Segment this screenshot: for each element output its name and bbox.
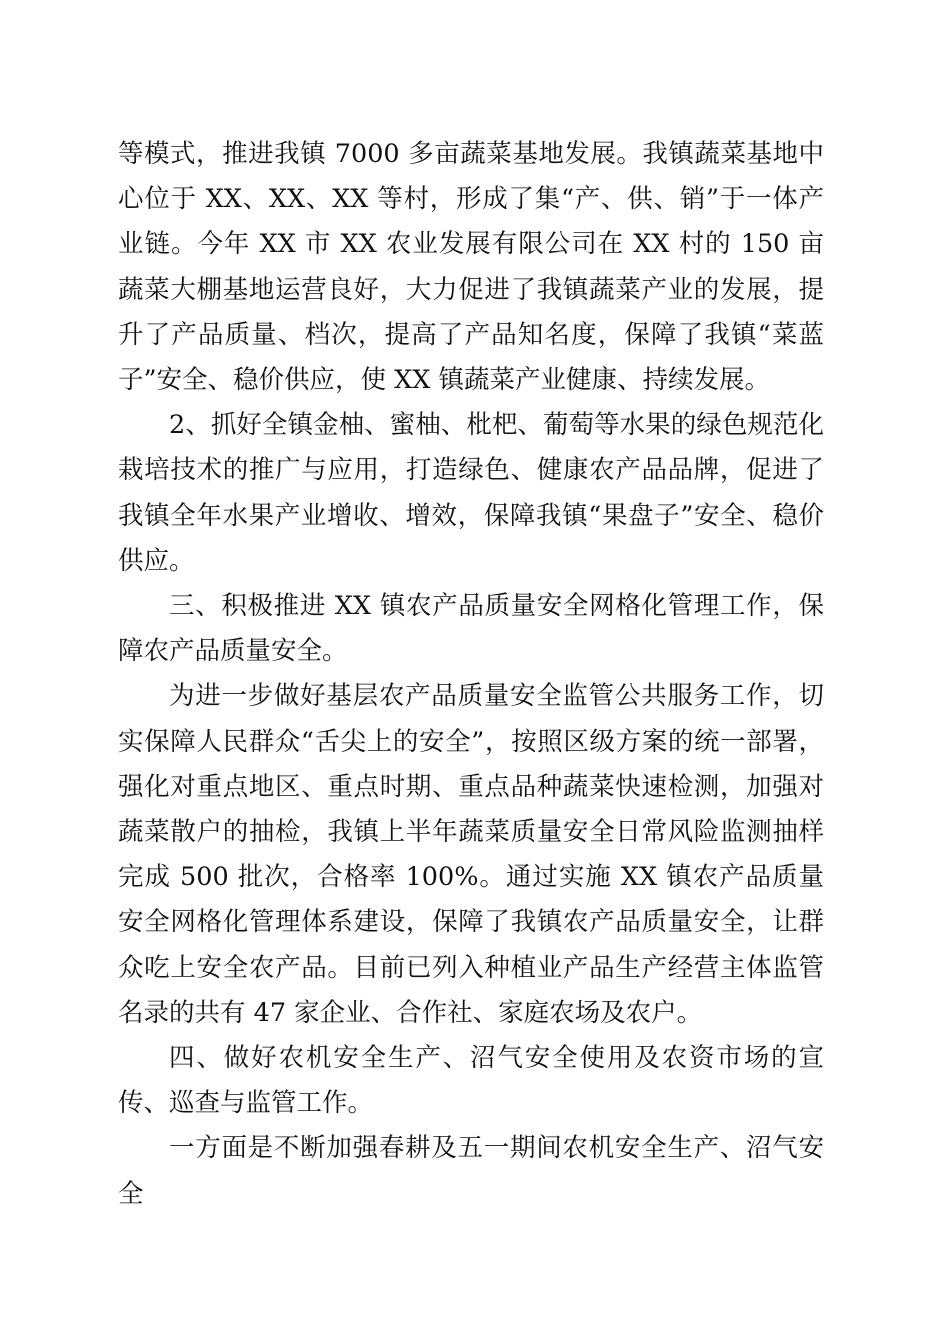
paragraph-vegetable-base: 等模式，推进我镇 7000 多亩蔬菜基地发展。我镇蔬菜基地中心位于 XX、XX、XX 等村，形成了集“产、供、销”于一体产业链。今年 XX 市 XX 农业发展有限公司在 XX 村的 150 亩蔬菜大棚基地运营良好，大力促进了我镇蔬菜产业的发展，提升了产品质量、档次，提高了产品知名度，保障了我镇“菜蓝子”安全、稳价供应，使 XX 镇蔬菜产业健康、持续发展。 — [118, 139, 824, 396]
paragraph-machinery-safety: 一方面是不断加强春耕及五一期间农机安全生产、沼气安全 — [118, 1133, 824, 1209]
paragraph-fruit-cultivation: 2、抓好全镇金柚、蜜柚、枇杷、葡萄等水果的绿色规范化栽培技术的推广与应用，打造绿色、健康农产品品牌，促进了我镇全年水果产业增收、增效，保障我镇“果盘子”安全、稳价供应。 — [118, 410, 824, 576]
section-heading-machinery-safety: 四、做好农机安全生产、沼气安全使用及农资市场的宣传、巡查与监管工作。 — [118, 1043, 824, 1119]
document-page — [118, 132, 824, 1217]
section-heading-quality-safety: 三、积极推进 XX 镇农产品质量安全网格化管理工作，保障农产品质量安全。 — [118, 591, 824, 667]
paragraph-quality-supervision: 为进一步做好基层农产品质量安全监管公共服务工作，切实保障人民群众“舌尖上的安全”，按照区级方案的统一部署，强化对重点地区、重点时期、重点品种蔬菜快速检测，加强对蔬菜散户的抽检，我镇上半年蔬菜质量安全日常风险监测抽样完成 500 批次，合格率 100%。通过实施 XX 镇农产品质量安全网格化管理体系建设，保障了我镇农产品质量安全，让群众吃上安全农产品。目前已列入种植业产品生产经营主体监管名录的共有 47 家企业、合作社、家庭农场及农户。 — [118, 681, 824, 1028]
